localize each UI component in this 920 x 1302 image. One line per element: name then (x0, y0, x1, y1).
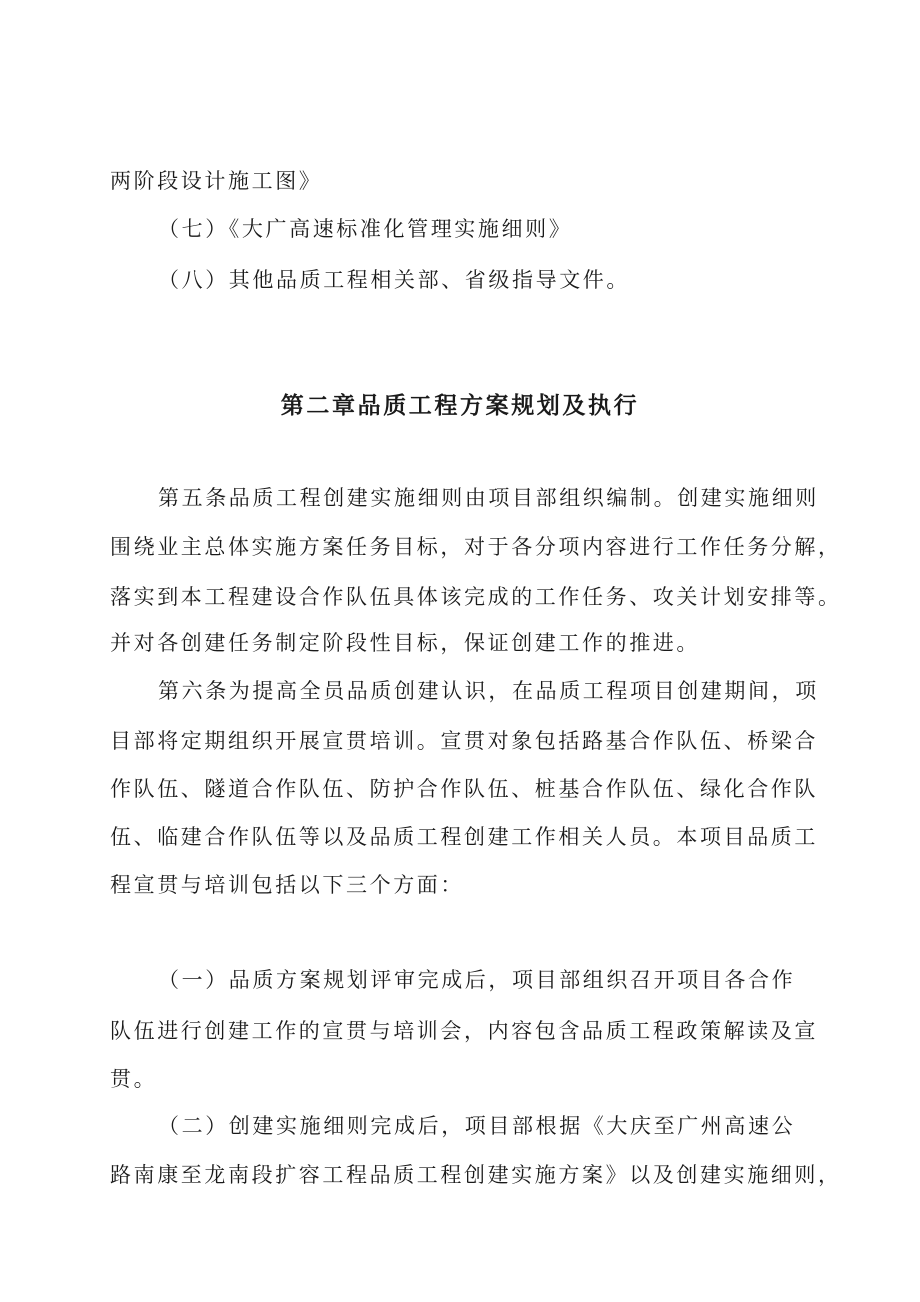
list-item-8: （八）其他品质工程相关部、省级指导文件。 (158, 268, 630, 292)
paragraph-line: 程宣贯与培训包括以下三个方面： (110, 873, 464, 897)
paragraph-line: 作队伍、隧道合作队伍、防护合作队伍、桩基合作队伍、绿化合作队 (110, 777, 818, 801)
paragraph-line: 第五条品质工程创建实施细则由项目部组织编制。创建实施细则 (158, 486, 819, 510)
paragraph-line: 并对各创建任务制定阶段性目标，保证创建工作的推进。 (110, 631, 700, 655)
paragraph-line: 第六条为提高全员品质创建认识，在品质工程项目创建期间，项 (158, 679, 819, 703)
paragraph-line: 伍、临建合作队伍等以及品质工程创建工作相关人员。本项目品质工 (110, 825, 818, 849)
paragraph-line: （一）品质方案规划评审完成后，项目部组织召开项目各合作 (158, 968, 796, 992)
paragraph-line: 队伍进行创建工作的宣贯与培训会，内容包含品质工程政策解读及宣 (110, 1019, 818, 1043)
chapter-title: 第二章品质工程方案规划及执行 (280, 393, 640, 419)
paragraph-line: （二）创建实施细则完成后，项目部根据《大庆至广州高速公 (158, 1114, 796, 1138)
previous-paragraph-tail: 两阶段设计施工图》 (110, 169, 323, 193)
paragraph-line: 目部将定期组织开展宣贯培训。宣贯对象包括路基合作队伍、桥梁合 (110, 729, 818, 753)
paragraph-line: 路南康至龙南段扩容工程品质工程创建实施方案》以及创建实施细则， (110, 1163, 842, 1187)
paragraph-line: 围绕业主总体实施方案任务目标，对于各分项内容进行工作任务分解， (110, 535, 842, 559)
paragraph-line: 贯。 (110, 1067, 158, 1091)
list-item-7: （七）《大广高速标准化管理实施细则》 (158, 217, 573, 241)
paragraph-line: 落实到本工程建设合作队伍具体该完成的工作任务、攻关计划安排等。 (110, 585, 842, 609)
